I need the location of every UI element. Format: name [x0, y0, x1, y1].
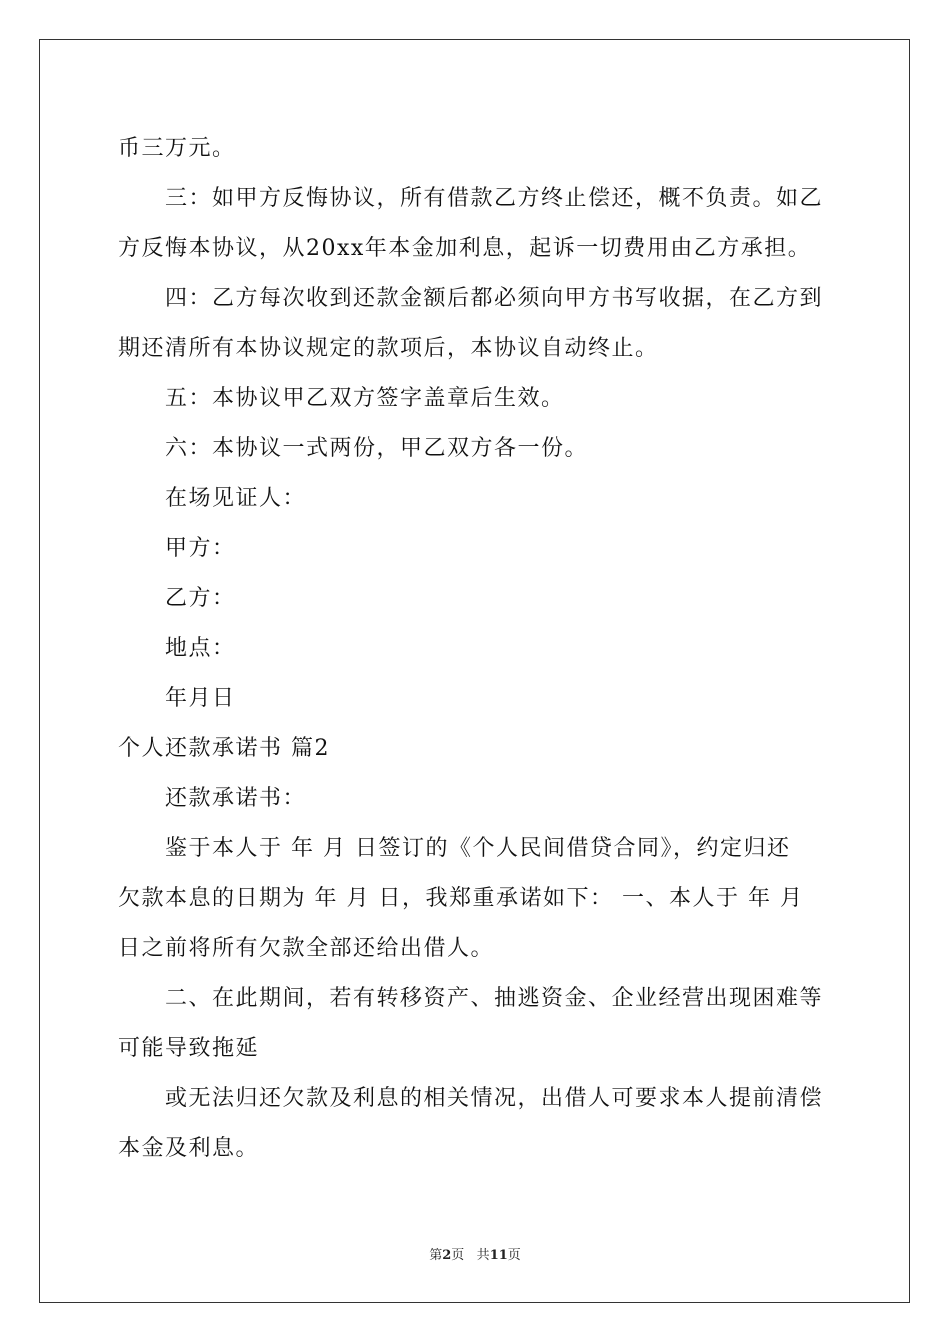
clause-two-line-2: 可能导致拖延	[118, 1036, 260, 1061]
document-body	[118, 124, 834, 1174]
clause-five: 五：本协议甲乙双方签字盖章后生效。	[165, 386, 565, 411]
footer-total-prefix: 共	[476, 1248, 490, 1263]
section-heading: 个人还款承诺书 篇2	[118, 736, 330, 761]
footer-total-pages: 11	[489, 1248, 508, 1263]
body-line: 币三万元。	[118, 136, 236, 161]
clause-six: 六：本协议一式两份，甲乙双方各一份。	[165, 436, 589, 461]
party-b-field: 乙方：	[165, 586, 236, 611]
clause-four-line-2: 期还清所有本协议规定的款项后，本协议自动终止。	[118, 336, 659, 361]
footer-page-suffix: 页	[451, 1248, 465, 1263]
clause-two-line-1: 二、在此期间，若有转移资产、抽逃资金、企业经营出现困难等	[165, 986, 824, 1011]
clause-two-line-4: 本金及利息。	[118, 1136, 260, 1161]
footer-page-prefix: 第	[429, 1248, 443, 1263]
footer-page-number: 2	[442, 1248, 452, 1263]
clause-three-line-2: 方反悔本协议，从20xx年本金加利息，起诉一切费用由乙方承担。	[118, 236, 812, 261]
pledge-line-1: 鉴于本人于 年 月 日签订的《个人民间借贷合同》，约定归还	[165, 836, 791, 861]
footer-total-suffix: 页	[507, 1248, 521, 1263]
clause-two-line-3: 或无法归还欠款及利息的相关情况，出借人可要求本人提前清偿	[165, 1086, 824, 1111]
party-a-field: 甲方：	[165, 536, 236, 561]
witness-field: 在场见证人：	[165, 486, 307, 511]
clause-four-line-1: 四：乙方每次收到还款金额后都必须向甲方书写收据，在乙方到	[165, 286, 824, 311]
page-footer	[0, 1248, 950, 1264]
location-field: 地点：	[165, 636, 236, 661]
pledge-line-2: 欠款本息的日期为 年 月 日，我郑重承诺如下： 一、本人于 年 月	[118, 886, 804, 911]
pledge-line-3: 日之前将所有欠款全部还给出借人。	[118, 936, 495, 961]
clause-three-line-1: 三：如甲方反悔协议，所有借款乙方终止偿还，概不负责。如乙	[165, 186, 824, 211]
date-field: 年月日	[165, 686, 236, 711]
letter-title: 还款承诺书：	[165, 786, 307, 811]
